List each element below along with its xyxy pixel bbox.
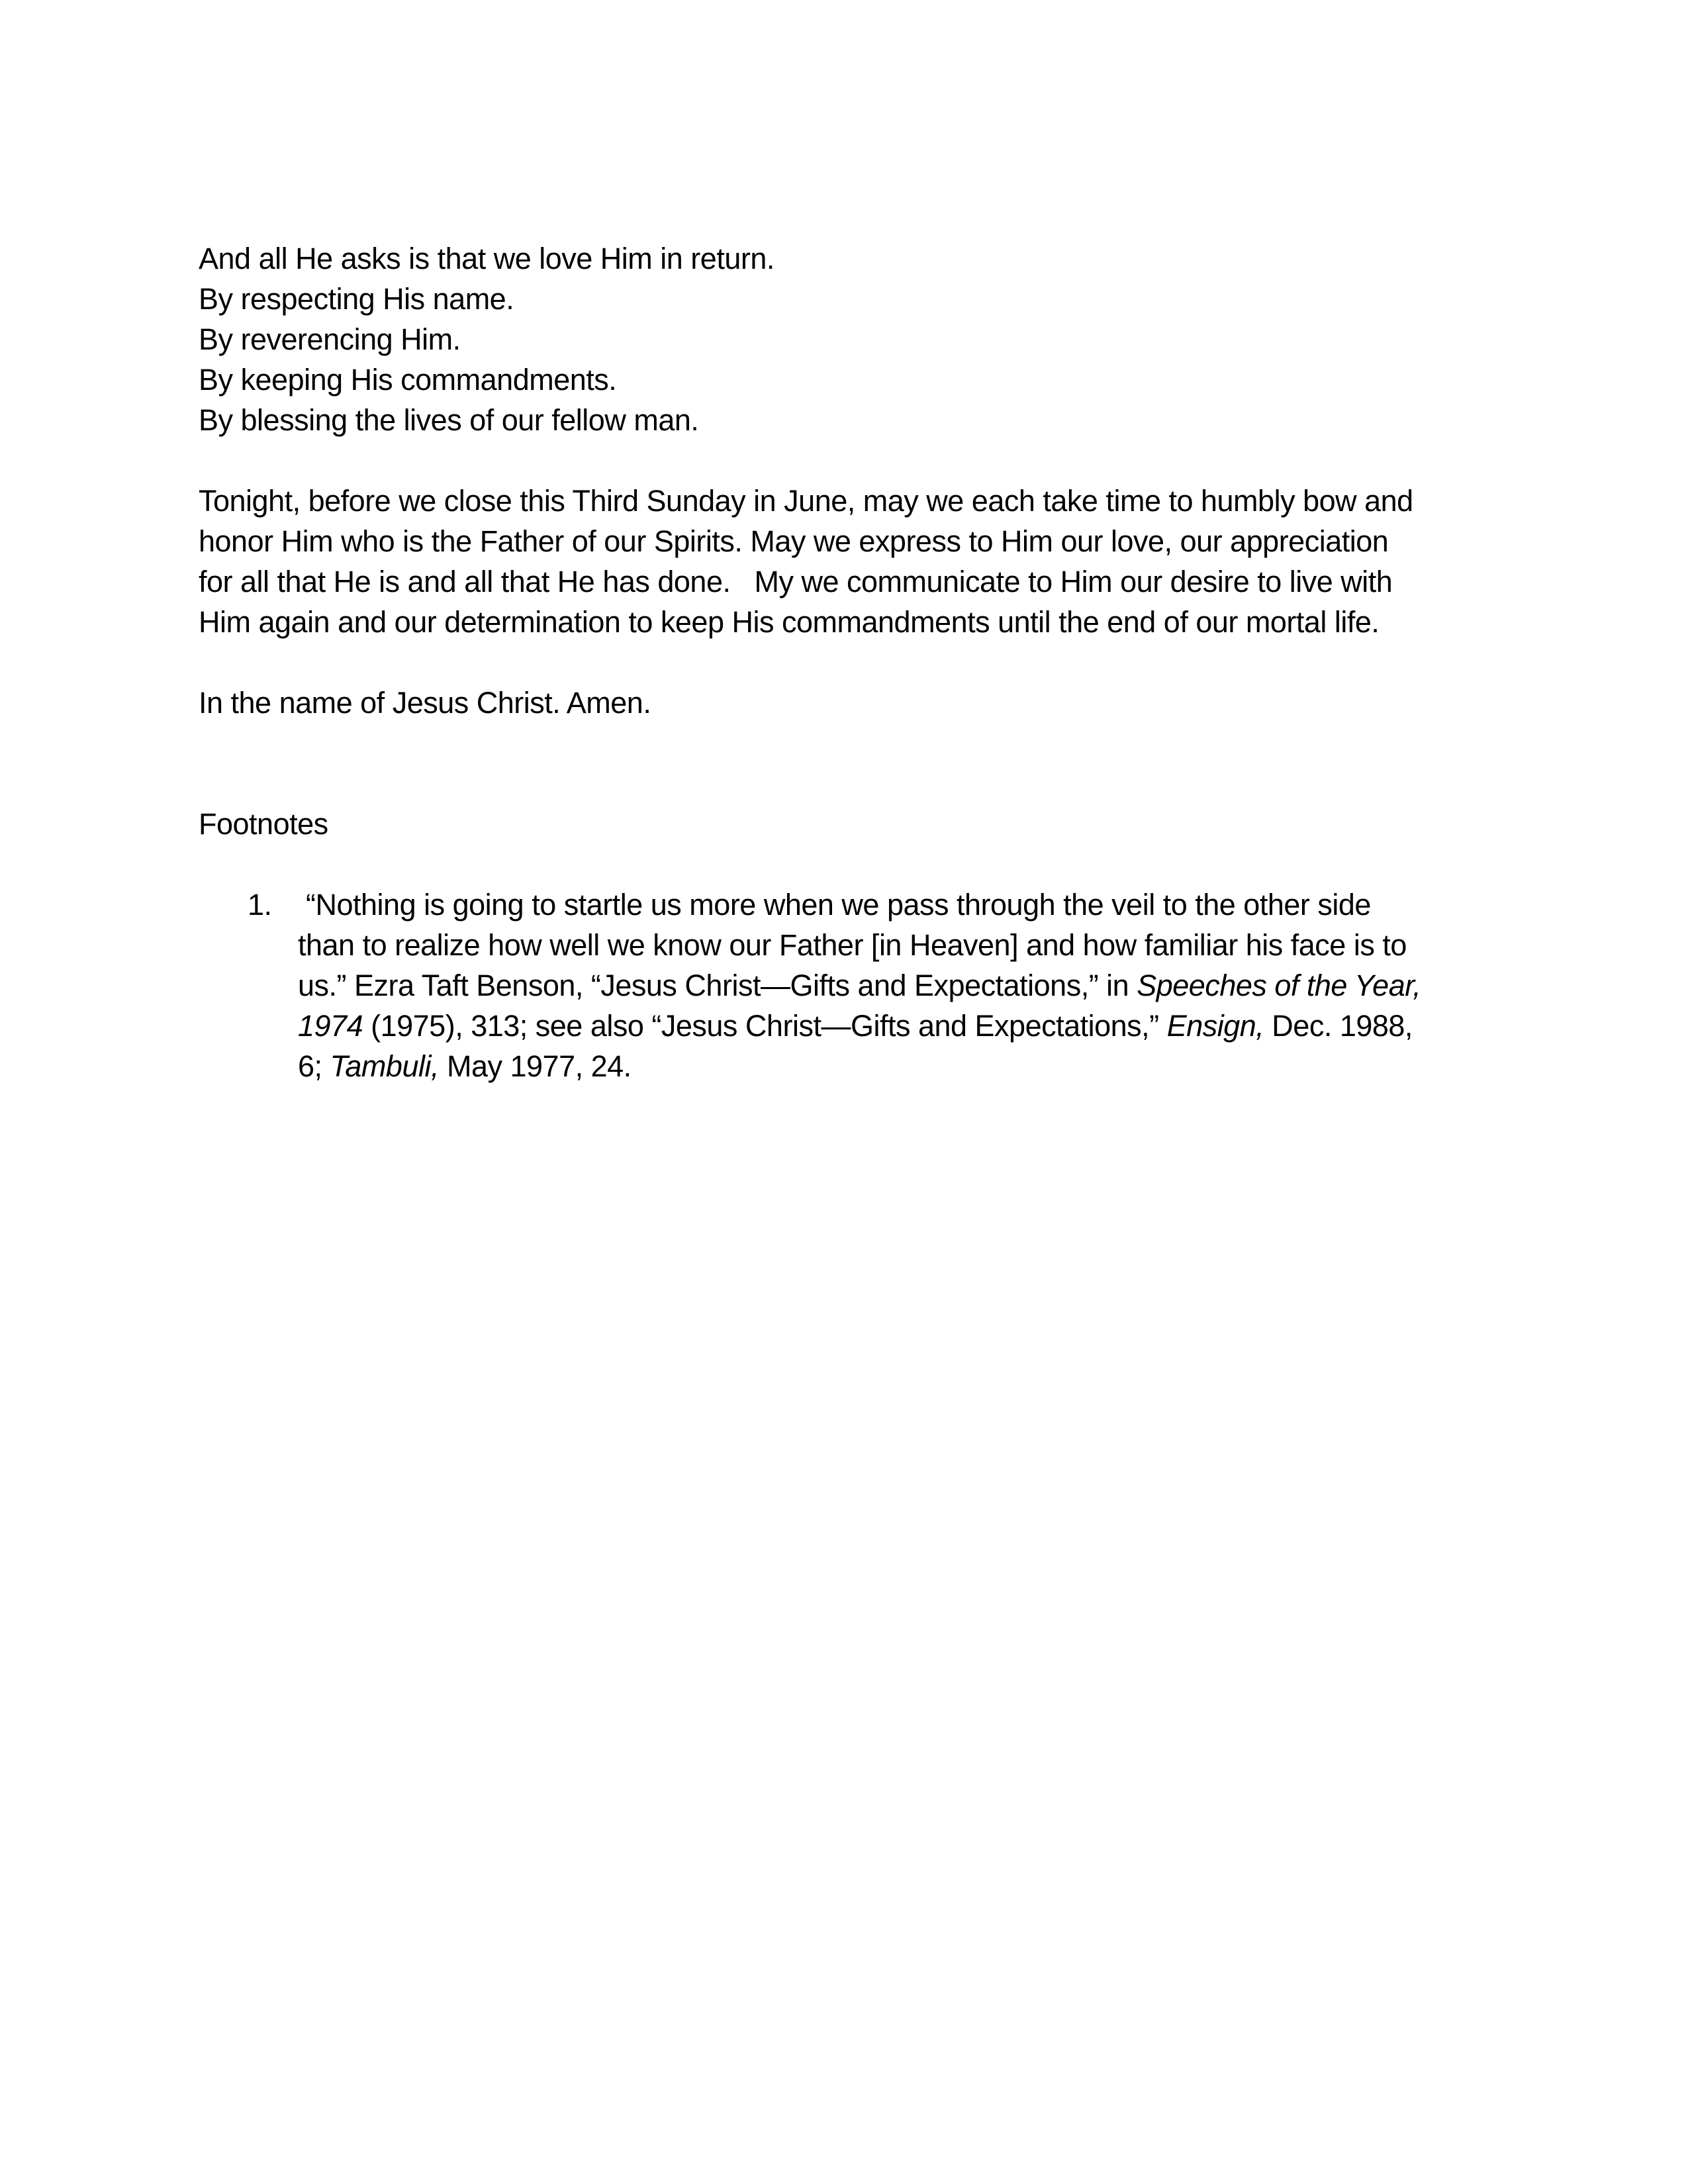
paragraph-line: Him again and our determination to keep His commandments until the end of our mortal life. <box>199 605 1380 639</box>
intro-line: By respecting His name. <box>199 282 514 316</box>
footnote-line <box>298 1046 1496 1086</box>
footnote-text: May 1977, 24. <box>438 1049 632 1083</box>
footnote-text: (1975), 313; see also “Jesus Christ—Gifts and Expectations,” <box>363 1009 1167 1043</box>
intro-line: And all He asks is that we love Him in return. <box>199 242 774 275</box>
footnote-italic-title: Tambuli, <box>330 1049 439 1083</box>
intro-line: By blessing the lives of our fellow man. <box>199 403 699 437</box>
footnote-list <box>199 884 1496 1086</box>
spacer <box>199 844 1496 884</box>
footnote-line: than to realize how well we know our Father [in Heaven] and how familiar his face is to <box>298 928 1407 962</box>
paragraph-line: for all that He is and all that He has done. My we communicate to Him our desire to live with <box>199 565 1393 598</box>
footnote-line <box>298 1006 1496 1046</box>
footnote-italic-title: Ensign, <box>1166 1009 1264 1043</box>
footnote-text: us.” Ezra Taft Benson, “Jesus Christ—Gifts and Expectations,” in <box>298 969 1137 1002</box>
intro-lines <box>199 238 1496 440</box>
document-page <box>199 238 1496 1086</box>
footnote-item <box>199 884 1496 1086</box>
paragraph-line: Tonight, before we close this Third Sunday in June, may we each take time to humbly bow and <box>199 484 1413 518</box>
footnote-line <box>298 965 1496 1006</box>
paragraph-line: honor Him who is the Father of our Spirits. May we express to Him our love, our appreciation <box>199 524 1389 558</box>
footnote-text: 6; <box>298 1049 330 1083</box>
spacer <box>199 642 1496 683</box>
footnotes-heading: Footnotes <box>199 807 328 841</box>
spacer <box>199 723 1496 804</box>
footnote-number: 1. <box>248 888 272 922</box>
footnote-text: Dec. 1988, <box>1264 1009 1413 1043</box>
body-paragraph <box>199 481 1496 642</box>
spacer <box>199 440 1496 481</box>
intro-line: By keeping His commandments. <box>199 363 617 397</box>
footnote-italic-year: 1974 <box>298 1009 363 1043</box>
closing-line: In the name of Jesus Christ. Amen. <box>199 686 651 720</box>
footnote-line: “Nothing is going to startle us more when we pass through the veil to the other side <box>298 888 1371 922</box>
intro-line: By reverencing Him. <box>199 322 461 356</box>
footnote-italic-title: Speeches of the Year, <box>1137 969 1421 1002</box>
